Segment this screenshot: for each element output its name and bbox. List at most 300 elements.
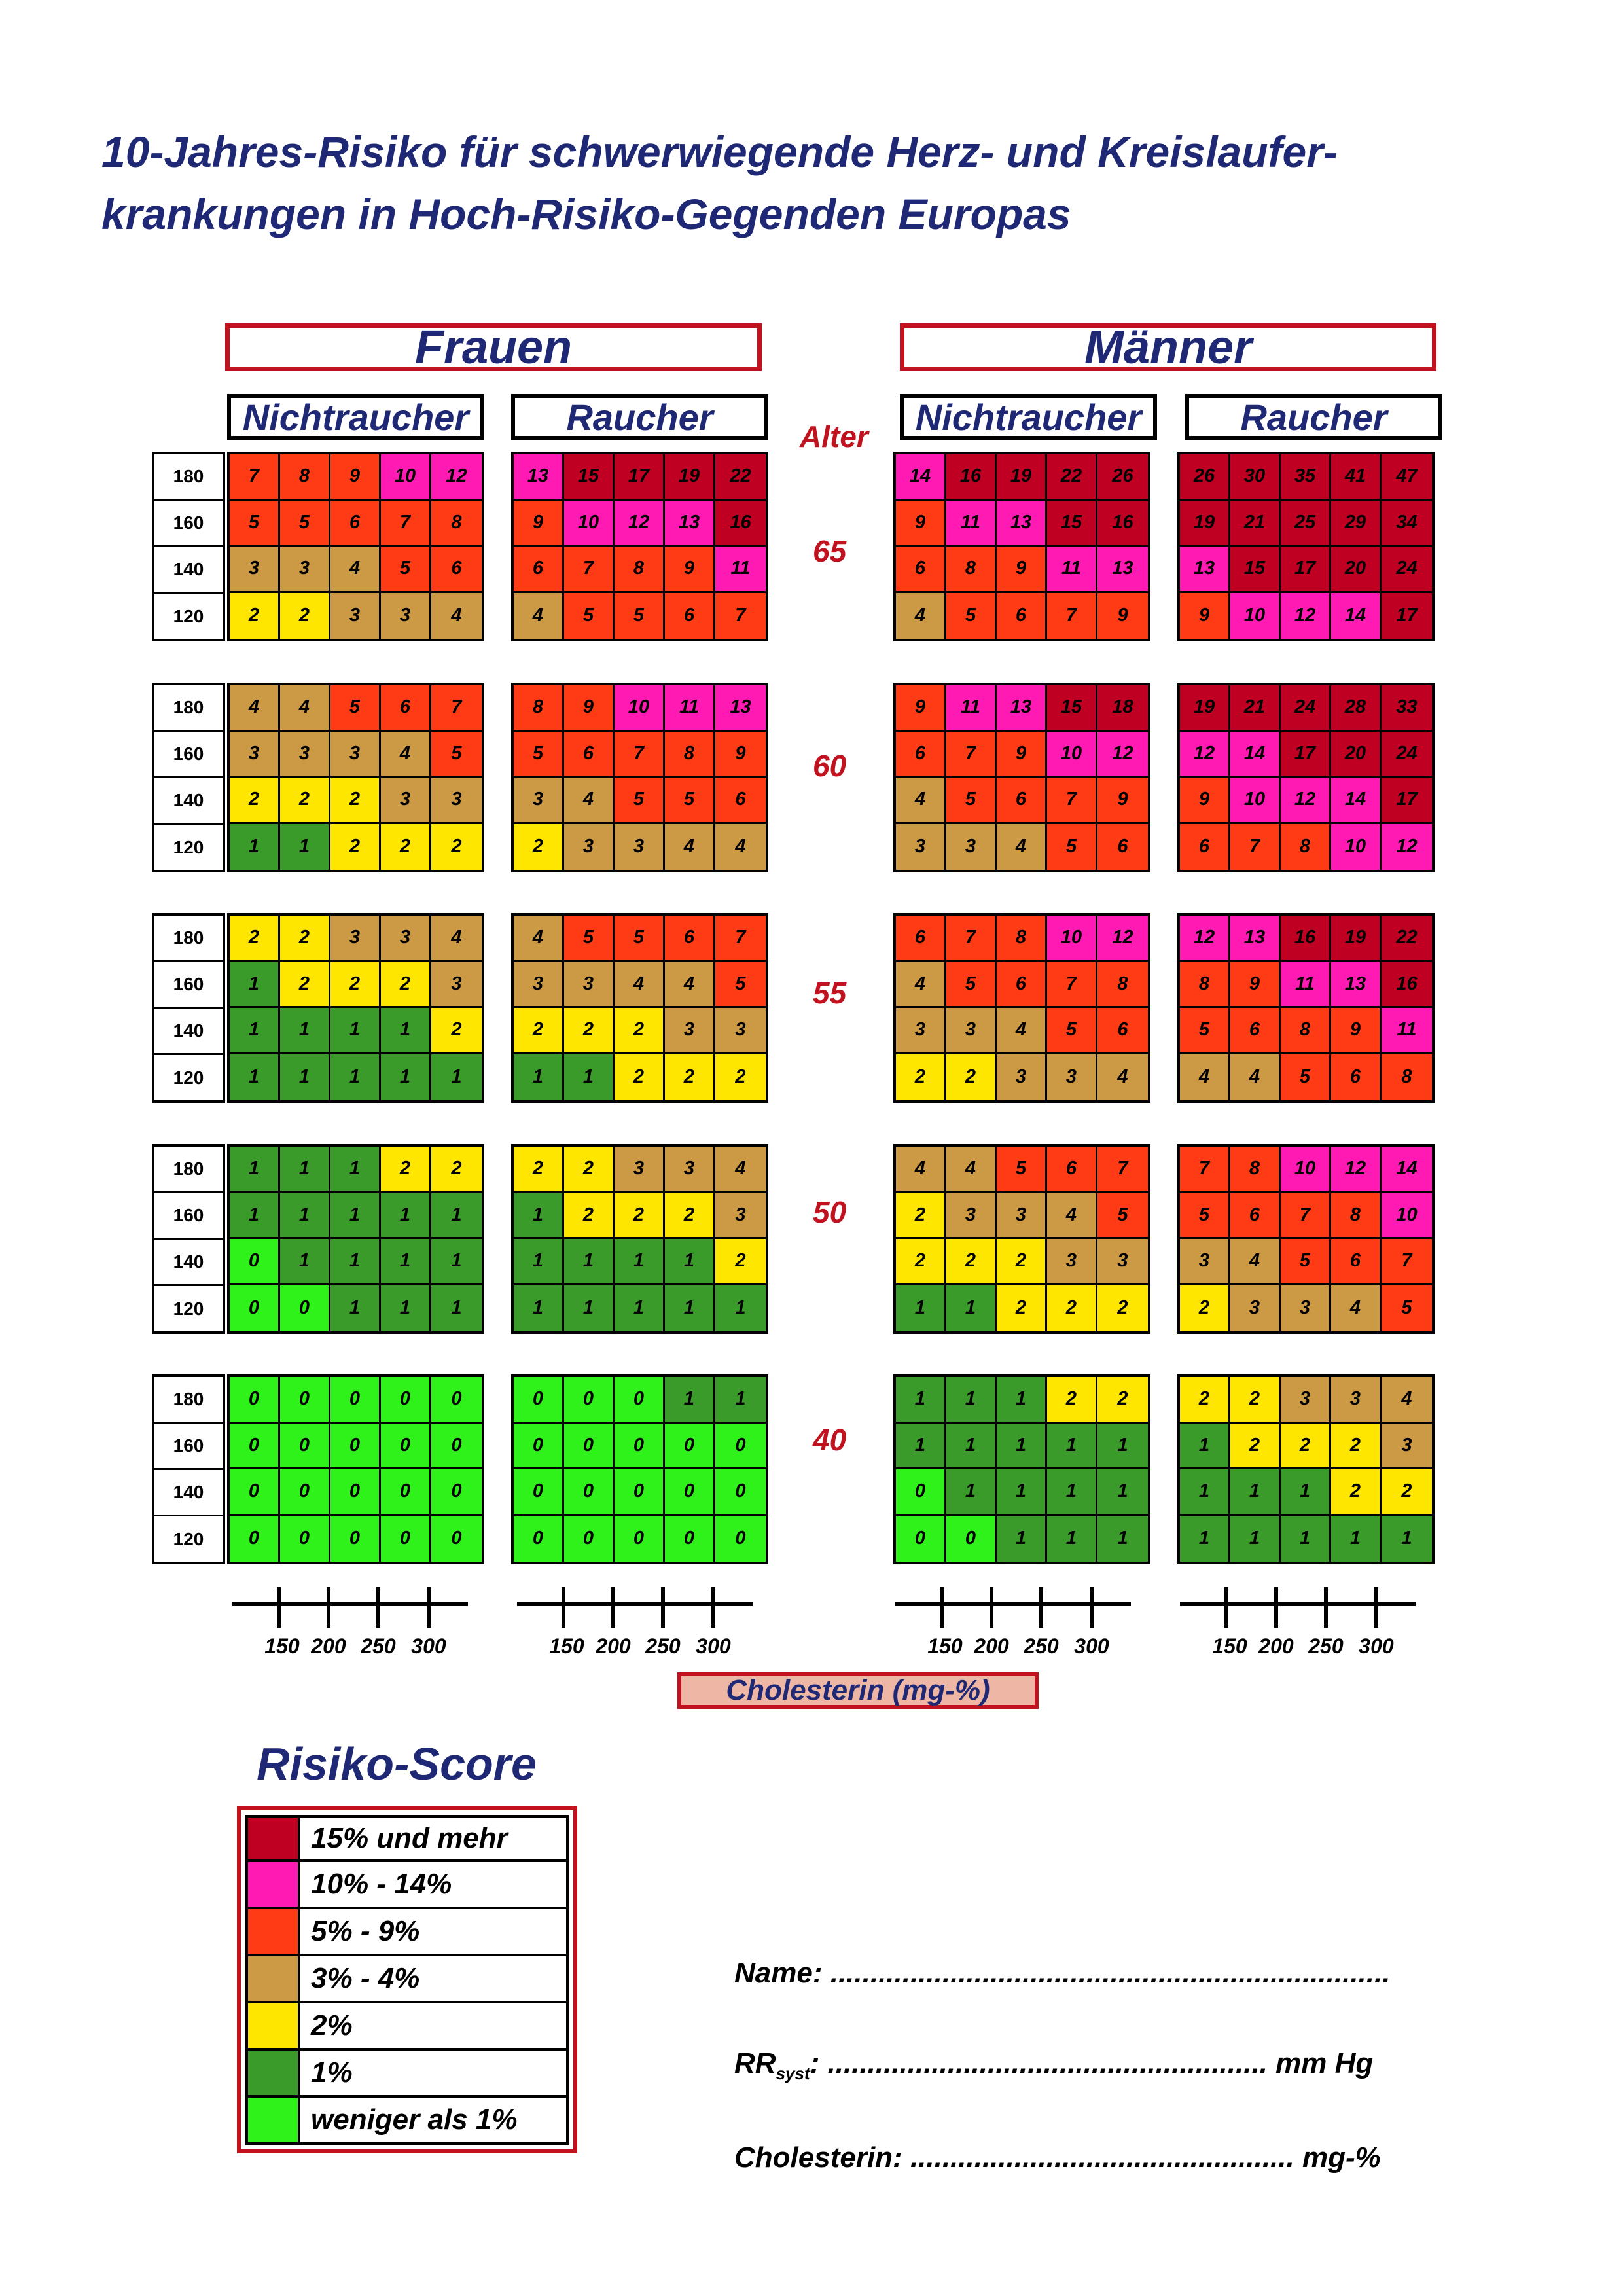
risk-cell: 8 bbox=[1180, 962, 1230, 1009]
risk-cell: 3 bbox=[665, 1147, 715, 1193]
risk-cell: 1 bbox=[896, 1377, 946, 1424]
bp-label-120: 120 bbox=[173, 1067, 204, 1088]
cholesterol-tick-250: 250 bbox=[1024, 1634, 1059, 1658]
risk-cell: 3 bbox=[381, 916, 431, 962]
risk-cell: 3 bbox=[280, 732, 330, 778]
risk-cell: 4 bbox=[946, 1147, 997, 1193]
risk-cell: 4 bbox=[1331, 1285, 1382, 1332]
bp-label-140: 140 bbox=[154, 1009, 223, 1055]
risk-cell: 6 bbox=[1331, 1239, 1382, 1285]
cholesterol-tick-300: 300 bbox=[1074, 1634, 1109, 1658]
age-label-60: 60 bbox=[813, 749, 847, 783]
risk-cell: 2 bbox=[1281, 1424, 1331, 1470]
risk-cell: 0 bbox=[564, 1424, 615, 1470]
risk-cell: 1 bbox=[230, 962, 280, 1009]
risk-cell: 8 bbox=[431, 501, 482, 547]
risk-cell: 1 bbox=[431, 1193, 482, 1240]
risk-cell: 5 bbox=[946, 778, 997, 824]
risk-cell: 1 bbox=[230, 1054, 280, 1101]
age-label-65: 65 bbox=[813, 534, 847, 568]
risk-cell: 0 bbox=[564, 1469, 615, 1516]
risk-cell: 3 bbox=[514, 962, 564, 1009]
risk-cell: 1 bbox=[330, 1193, 381, 1240]
risk-cell: 1 bbox=[896, 1424, 946, 1470]
risk-cell: 5 bbox=[431, 732, 482, 778]
risk-cell: 6 bbox=[665, 593, 715, 639]
form-name-line bbox=[734, 1957, 1390, 1990]
risk-cell: 6 bbox=[564, 732, 615, 778]
risk-cell: 0 bbox=[330, 1424, 381, 1470]
risk-cell: 4 bbox=[615, 962, 665, 1009]
risk-cell: 0 bbox=[230, 1285, 280, 1332]
risk-cell: 6 bbox=[997, 778, 1047, 824]
legend-label: 3% - 4% bbox=[298, 1956, 569, 2003]
bp-label-column bbox=[152, 1374, 225, 1564]
risk-cell: 7 bbox=[431, 685, 482, 732]
risk-cell: 0 bbox=[665, 1516, 715, 1562]
risk-cell: 3 bbox=[1382, 1424, 1432, 1470]
risk-cell: 0 bbox=[431, 1516, 482, 1562]
bp-label-column bbox=[152, 1144, 225, 1334]
cholesterol-tick-250: 250 bbox=[1308, 1634, 1344, 1658]
bp-label-120: 120 bbox=[173, 1529, 204, 1549]
risk-cell: 5 bbox=[330, 685, 381, 732]
risk-cell: 6 bbox=[330, 501, 381, 547]
risk-cell: 10 bbox=[1230, 593, 1281, 639]
risk-cell: 4 bbox=[431, 593, 482, 639]
form-cholesterol-unit: mg-% bbox=[1302, 2142, 1381, 2174]
cholesterol-tick-150: 150 bbox=[1212, 1634, 1247, 1658]
risk-cell: 3 bbox=[381, 593, 431, 639]
risk-cell: 3 bbox=[330, 732, 381, 778]
risk-cell: 0 bbox=[230, 1516, 280, 1562]
risk-grid-60-women-smoker bbox=[511, 683, 768, 872]
legend-item bbox=[245, 1956, 569, 2003]
risk-cell: 16 bbox=[1281, 916, 1331, 962]
risk-cell: 1 bbox=[564, 1285, 615, 1332]
risk-cell: 14 bbox=[1331, 778, 1382, 824]
risk-cell: 1 bbox=[1230, 1469, 1281, 1516]
risk-cell: 3 bbox=[1281, 1377, 1331, 1424]
risk-cell: 1 bbox=[715, 1377, 766, 1424]
risk-cell: 0 bbox=[230, 1377, 280, 1424]
risk-cell: 1 bbox=[1097, 1424, 1148, 1470]
legend-swatch bbox=[245, 2098, 298, 2145]
risk-cell: 9 bbox=[564, 685, 615, 732]
risk-cell: 2 bbox=[896, 1054, 946, 1101]
risk-cell: 1 bbox=[946, 1424, 997, 1470]
risk-cell: 1 bbox=[997, 1424, 1047, 1470]
risk-cell: 4 bbox=[665, 962, 715, 1009]
cholesterol-tick-200: 200 bbox=[974, 1634, 1009, 1658]
risk-cell: 11 bbox=[1047, 547, 1097, 593]
bp-label-160: 160 bbox=[154, 1193, 223, 1240]
bp-label-140: 140 bbox=[154, 1240, 223, 1286]
risk-cell: 1 bbox=[615, 1285, 665, 1332]
risk-cell: 35 bbox=[1281, 454, 1331, 501]
risk-cell: 8 bbox=[1331, 1193, 1382, 1240]
risk-cell: 3 bbox=[514, 778, 564, 824]
risk-cell: 3 bbox=[715, 1008, 766, 1054]
risk-cell: 2 bbox=[1097, 1377, 1148, 1424]
risk-cell: 0 bbox=[615, 1377, 665, 1424]
header-women: Frauen bbox=[225, 323, 762, 371]
risk-cell: 6 bbox=[1097, 824, 1148, 870]
risk-cell: 19 bbox=[1331, 916, 1382, 962]
risk-grid-65-men-nonsmoker bbox=[893, 452, 1150, 641]
risk-cell: 10 bbox=[615, 685, 665, 732]
risk-cell: 19 bbox=[997, 454, 1047, 501]
risk-cell: 5 bbox=[1281, 1054, 1331, 1101]
risk-cell: 2 bbox=[1230, 1424, 1281, 1470]
risk-legend bbox=[237, 1806, 577, 2153]
risk-cell: 7 bbox=[1097, 1147, 1148, 1193]
form-rr-subscript: syst bbox=[776, 2063, 810, 2083]
risk-cell: 5 bbox=[564, 593, 615, 639]
title-line-2: krankungen in Hoch-Risiko-Gegenden Europas bbox=[101, 190, 1071, 238]
risk-cell: 2 bbox=[1180, 1377, 1230, 1424]
risk-cell: 2 bbox=[280, 962, 330, 1009]
risk-cell: 1 bbox=[514, 1193, 564, 1240]
risk-cell: 2 bbox=[564, 1147, 615, 1193]
risk-cell: 18 bbox=[1097, 685, 1148, 732]
risk-cell: 12 bbox=[1281, 778, 1331, 824]
risk-cell: 2 bbox=[665, 1054, 715, 1101]
bp-label-120: 120 bbox=[173, 1299, 204, 1319]
legend-item bbox=[245, 1909, 569, 1956]
risk-cell: 7 bbox=[1230, 824, 1281, 870]
risk-cell: 1 bbox=[280, 1147, 330, 1193]
risk-cell: 5 bbox=[1047, 1008, 1097, 1054]
risk-cell: 3 bbox=[330, 593, 381, 639]
risk-cell: 5 bbox=[665, 778, 715, 824]
risk-cell: 11 bbox=[946, 685, 997, 732]
risk-cell: 10 bbox=[1331, 824, 1382, 870]
risk-cell: 1 bbox=[1047, 1424, 1097, 1470]
risk-cell: 2 bbox=[1097, 1285, 1148, 1332]
bp-label-column bbox=[152, 452, 225, 641]
cholesterol-tick-150: 150 bbox=[264, 1634, 300, 1658]
risk-cell: 2 bbox=[1047, 1285, 1097, 1332]
risk-cell: 5 bbox=[514, 732, 564, 778]
risk-cell: 16 bbox=[1097, 501, 1148, 547]
risk-cell: 13 bbox=[715, 685, 766, 732]
risk-cell: 2 bbox=[514, 824, 564, 870]
risk-grid-50-men-nonsmoker bbox=[893, 1144, 1150, 1334]
risk-cell: 5 bbox=[615, 916, 665, 962]
risk-cell: 3 bbox=[330, 916, 381, 962]
risk-cell: 4 bbox=[896, 778, 946, 824]
bp-label-140: 140 bbox=[154, 778, 223, 825]
legend-item bbox=[245, 2051, 569, 2098]
risk-cell: 2 bbox=[615, 1008, 665, 1054]
cholesterol-tick-200: 200 bbox=[311, 1634, 346, 1658]
risk-cell: 1 bbox=[1047, 1469, 1097, 1516]
legend-item bbox=[245, 1862, 569, 1909]
risk-cell: 1 bbox=[615, 1239, 665, 1285]
risk-cell: 5 bbox=[564, 916, 615, 962]
risk-cell: 17 bbox=[1382, 778, 1432, 824]
bp-label-180: 180 bbox=[154, 685, 223, 732]
risk-cell: 3 bbox=[230, 547, 280, 593]
risk-cell: 29 bbox=[1331, 501, 1382, 547]
risk-cell: 17 bbox=[1382, 593, 1432, 639]
risk-cell: 17 bbox=[1281, 547, 1331, 593]
legend-swatch bbox=[245, 1815, 298, 1862]
bp-label-120: 120 bbox=[173, 606, 204, 626]
risk-cell: 9 bbox=[1097, 593, 1148, 639]
risk-cell: 8 bbox=[997, 916, 1047, 962]
risk-cell: 0 bbox=[230, 1239, 280, 1285]
risk-grid-40-men-nonsmoker bbox=[893, 1374, 1150, 1564]
risk-cell: 1 bbox=[330, 1054, 381, 1101]
risk-cell: 0 bbox=[615, 1469, 665, 1516]
risk-cell: 15 bbox=[1047, 685, 1097, 732]
risk-cell: 13 bbox=[514, 454, 564, 501]
risk-cell: 3 bbox=[997, 1054, 1047, 1101]
risk-grid-65-men-smoker bbox=[1177, 452, 1435, 641]
cholesterol-tick-150: 150 bbox=[927, 1634, 963, 1658]
form-cholesterol-line bbox=[734, 2142, 1381, 2174]
risk-grid-40-women-smoker bbox=[511, 1374, 768, 1564]
risk-cell: 5 bbox=[1097, 1193, 1148, 1240]
risk-cell: 4 bbox=[1230, 1054, 1281, 1101]
risk-grid-55-men-smoker bbox=[1177, 913, 1435, 1103]
risk-cell: 2 bbox=[230, 593, 280, 639]
risk-cell: 41 bbox=[1331, 454, 1382, 501]
risk-cell: 2 bbox=[431, 1008, 482, 1054]
risk-cell: 3 bbox=[564, 962, 615, 1009]
title-line-1: 10-Jahres-Risiko für schwerwiegende Herz- und Kreislaufer- bbox=[101, 128, 1338, 176]
risk-cell: 5 bbox=[1180, 1193, 1230, 1240]
risk-cell: 1 bbox=[564, 1054, 615, 1101]
risk-cell: 5 bbox=[715, 962, 766, 1009]
risk-cell: 1 bbox=[1097, 1516, 1148, 1562]
risk-cell: 0 bbox=[280, 1285, 330, 1332]
risk-cell: 16 bbox=[946, 454, 997, 501]
cholesterol-axis bbox=[517, 1587, 753, 1666]
risk-cell: 19 bbox=[665, 454, 715, 501]
risk-cell: 16 bbox=[715, 501, 766, 547]
risk-cell: 47 bbox=[1382, 454, 1432, 501]
risk-cell: 1 bbox=[514, 1239, 564, 1285]
risk-cell: 4 bbox=[665, 824, 715, 870]
risk-cell: 8 bbox=[280, 454, 330, 501]
risk-cell: 2 bbox=[1331, 1424, 1382, 1470]
risk-cell: 0 bbox=[280, 1424, 330, 1470]
risk-cell: 1 bbox=[431, 1239, 482, 1285]
risk-cell: 4 bbox=[997, 1008, 1047, 1054]
risk-cell: 1 bbox=[230, 1008, 280, 1054]
risk-cell: 4 bbox=[896, 962, 946, 1009]
cholesterol-tick-150: 150 bbox=[549, 1634, 584, 1658]
risk-grid-55-women-nonsmoker bbox=[227, 913, 484, 1103]
risk-cell: 5 bbox=[280, 501, 330, 547]
risk-cell: 12 bbox=[431, 454, 482, 501]
risk-cell: 1 bbox=[330, 1239, 381, 1285]
risk-cell: 21 bbox=[1230, 501, 1281, 547]
risk-cell: 3 bbox=[615, 824, 665, 870]
risk-cell: 0 bbox=[715, 1516, 766, 1562]
risk-cell: 1 bbox=[514, 1054, 564, 1101]
risk-cell: 9 bbox=[1097, 778, 1148, 824]
risk-cell: 7 bbox=[615, 732, 665, 778]
risk-cell: 2 bbox=[230, 916, 280, 962]
risk-cell: 3 bbox=[946, 1008, 997, 1054]
risk-grid-60-men-smoker bbox=[1177, 683, 1435, 872]
risk-cell: 2 bbox=[896, 1193, 946, 1240]
risk-cell: 1 bbox=[665, 1285, 715, 1332]
risk-cell: 13 bbox=[1180, 547, 1230, 593]
risk-cell: 1 bbox=[1180, 1424, 1230, 1470]
risk-cell: 8 bbox=[665, 732, 715, 778]
risk-grid-60-men-nonsmoker bbox=[893, 683, 1150, 872]
risk-cell: 4 bbox=[715, 1147, 766, 1193]
risk-cell: 6 bbox=[381, 685, 431, 732]
risk-cell: 1 bbox=[280, 824, 330, 870]
risk-cell: 4 bbox=[1382, 1377, 1432, 1424]
risk-cell: 0 bbox=[381, 1516, 431, 1562]
risk-cell: 0 bbox=[280, 1516, 330, 1562]
risk-cell: 1 bbox=[330, 1008, 381, 1054]
risk-cell: 7 bbox=[230, 454, 280, 501]
risk-cell: 20 bbox=[1331, 732, 1382, 778]
risk-cell: 9 bbox=[665, 547, 715, 593]
form-rr-unit: mm Hg bbox=[1275, 2047, 1374, 2079]
risk-cell: 6 bbox=[1097, 1008, 1148, 1054]
risk-cell: 0 bbox=[431, 1377, 482, 1424]
cholesterol-tick-250: 250 bbox=[645, 1634, 681, 1658]
risk-cell: 1 bbox=[1331, 1516, 1382, 1562]
risk-cell: 1 bbox=[431, 1285, 482, 1332]
risk-cell: 1 bbox=[280, 1008, 330, 1054]
age-label-40: 40 bbox=[813, 1423, 847, 1457]
risk-cell: 1 bbox=[230, 824, 280, 870]
risk-cell: 2 bbox=[330, 962, 381, 1009]
risk-cell: 5 bbox=[1180, 1008, 1230, 1054]
risk-cell: 5 bbox=[1281, 1239, 1331, 1285]
risk-cell: 0 bbox=[514, 1469, 564, 1516]
risk-cell: 9 bbox=[896, 685, 946, 732]
risk-cell: 15 bbox=[1230, 547, 1281, 593]
risk-cell: 3 bbox=[1047, 1054, 1097, 1101]
form-name-dots: ...................................................................... bbox=[830, 1957, 1391, 1989]
risk-cell: 10 bbox=[1047, 732, 1097, 778]
risk-cell: 2 bbox=[946, 1054, 997, 1101]
risk-cell: 22 bbox=[1382, 916, 1432, 962]
risk-grid-65-women-nonsmoker bbox=[227, 452, 484, 641]
risk-cell: 13 bbox=[997, 685, 1047, 732]
risk-cell: 2 bbox=[1047, 1377, 1097, 1424]
bp-label-column bbox=[152, 913, 225, 1103]
risk-cell: 3 bbox=[896, 824, 946, 870]
risk-cell: 5 bbox=[230, 501, 280, 547]
risk-cell: 8 bbox=[514, 685, 564, 732]
risk-cell: 1 bbox=[665, 1239, 715, 1285]
risk-cell: 2 bbox=[330, 824, 381, 870]
risk-cell: 1 bbox=[997, 1377, 1047, 1424]
risk-cell: 14 bbox=[1230, 732, 1281, 778]
age-label-55: 55 bbox=[813, 976, 847, 1010]
risk-cell: 6 bbox=[665, 916, 715, 962]
risk-cell: 1 bbox=[1180, 1516, 1230, 1562]
risk-cell: 1 bbox=[1097, 1469, 1148, 1516]
risk-cell: 0 bbox=[514, 1516, 564, 1562]
risk-cell: 2 bbox=[665, 1193, 715, 1240]
risk-cell: 7 bbox=[1047, 778, 1097, 824]
risk-cell: 13 bbox=[997, 501, 1047, 547]
risk-cell: 2 bbox=[1180, 1285, 1230, 1332]
risk-cell: 2 bbox=[431, 824, 482, 870]
risk-cell: 10 bbox=[1047, 916, 1097, 962]
age-axis-label: Alter bbox=[800, 420, 868, 454]
risk-cell: 0 bbox=[615, 1516, 665, 1562]
risk-cell: 7 bbox=[564, 547, 615, 593]
risk-cell: 1 bbox=[514, 1285, 564, 1332]
risk-cell: 3 bbox=[946, 1193, 997, 1240]
risk-cell: 5 bbox=[946, 962, 997, 1009]
risk-cell: 24 bbox=[1382, 547, 1432, 593]
risk-cell: 0 bbox=[946, 1516, 997, 1562]
legend-swatch bbox=[245, 2051, 298, 2098]
form-rr-label: RR bbox=[734, 2047, 776, 2079]
form-cholesterol-label: Cholesterin: bbox=[734, 2142, 902, 2174]
cholesterol-axis-label: Cholesterin (mg-%) bbox=[677, 1672, 1039, 1709]
risk-cell: 0 bbox=[615, 1424, 665, 1470]
risk-cell: 2 bbox=[615, 1054, 665, 1101]
risk-cell: 1 bbox=[665, 1377, 715, 1424]
risk-cell: 0 bbox=[665, 1469, 715, 1516]
risk-cell: 17 bbox=[1281, 732, 1331, 778]
risk-cell: 6 bbox=[431, 547, 482, 593]
risk-cell: 4 bbox=[381, 732, 431, 778]
risk-cell: 7 bbox=[381, 501, 431, 547]
legend-swatch bbox=[245, 1956, 298, 2003]
risk-cell: 4 bbox=[280, 685, 330, 732]
risk-cell: 15 bbox=[564, 454, 615, 501]
risk-cell: 2 bbox=[280, 778, 330, 824]
risk-cell: 2 bbox=[330, 778, 381, 824]
risk-cell: 4 bbox=[997, 824, 1047, 870]
risk-cell: 14 bbox=[1331, 593, 1382, 639]
risk-cell: 1 bbox=[1281, 1469, 1331, 1516]
risk-cell: 9 bbox=[1230, 962, 1281, 1009]
legend-item bbox=[245, 1815, 569, 1862]
risk-cell: 5 bbox=[381, 547, 431, 593]
risk-cell: 1 bbox=[946, 1469, 997, 1516]
risk-cell: 10 bbox=[381, 454, 431, 501]
risk-cell: 2 bbox=[381, 824, 431, 870]
form-name-label: Name: bbox=[734, 1957, 823, 1989]
risk-cell: 9 bbox=[1331, 1008, 1382, 1054]
risk-cell: 7 bbox=[1047, 962, 1097, 1009]
risk-cell: 13 bbox=[665, 501, 715, 547]
risk-cell: 2 bbox=[1331, 1469, 1382, 1516]
risk-cell: 8 bbox=[1382, 1054, 1432, 1101]
risk-cell: 8 bbox=[1281, 824, 1331, 870]
risk-cell: 9 bbox=[896, 501, 946, 547]
risk-cell: 6 bbox=[1331, 1054, 1382, 1101]
cholesterol-axis bbox=[232, 1587, 468, 1666]
risk-cell: 4 bbox=[230, 685, 280, 732]
risk-cell: 6 bbox=[1047, 1147, 1097, 1193]
cholesterol-axis bbox=[895, 1587, 1131, 1666]
legend-item bbox=[245, 2003, 569, 2051]
risk-cell: 0 bbox=[230, 1424, 280, 1470]
risk-cell: 22 bbox=[1047, 454, 1097, 501]
header-men-nonsmoker: Nichtraucher bbox=[900, 394, 1157, 440]
risk-cell: 12 bbox=[1180, 732, 1230, 778]
